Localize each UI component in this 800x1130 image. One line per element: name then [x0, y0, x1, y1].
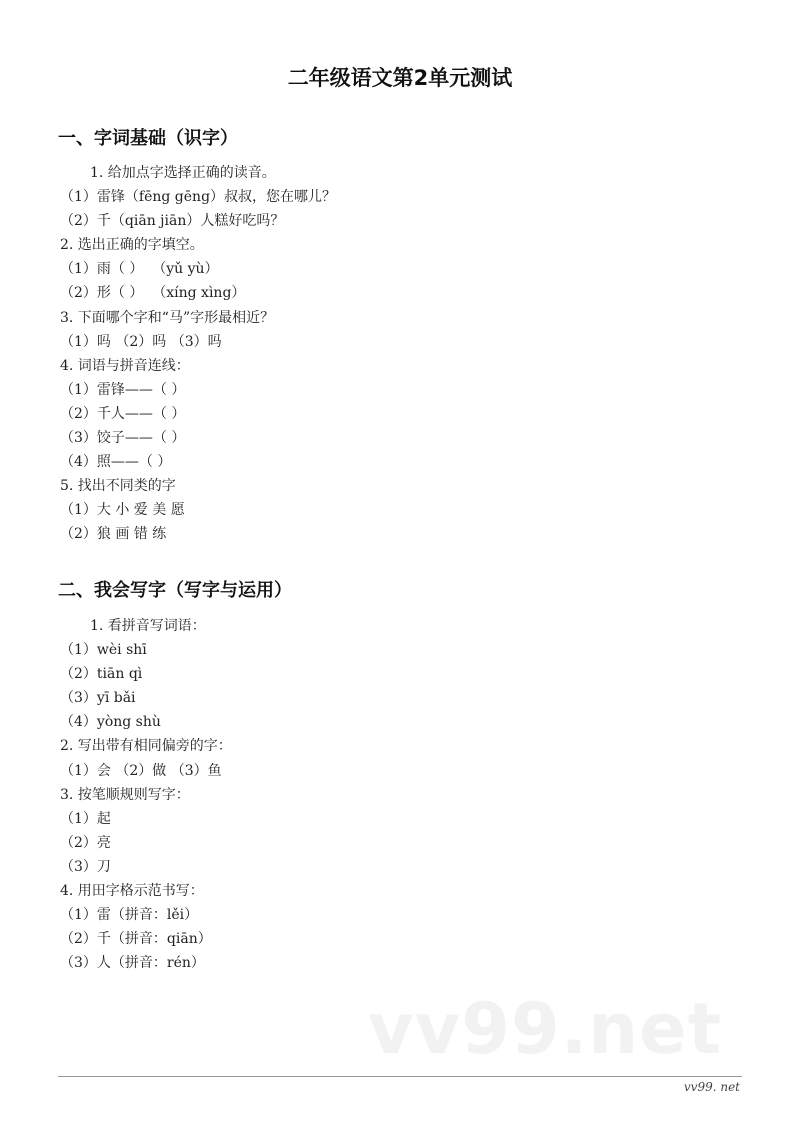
question-1-item-1: （1）wèi shī	[60, 642, 147, 659]
footer-divider	[58, 1076, 742, 1077]
question-3-options: （1）吗 （2）吗 （3）吗	[60, 333, 222, 350]
question-2-prompt: 2. 选出正确的字填空。	[60, 237, 204, 254]
question-1-item-4: （4）yòng shù	[60, 714, 161, 731]
question-4-item-3: （3）人（拼音：rén）	[60, 955, 205, 972]
question-3-prompt: 3. 按笔顺规则写字：	[60, 786, 190, 803]
question-5-item-1: （1）大 小 爱 美 愿	[60, 502, 185, 519]
footer-site: vv99. net	[683, 1080, 740, 1094]
question-4-prompt: 4. 用田字格示范书写：	[60, 883, 204, 900]
question-4-item-3: （3）饺子——（ ）	[60, 430, 186, 447]
question-3-item-3: （3）刀	[60, 858, 111, 875]
question-3-item-2: （2）亮	[60, 834, 111, 851]
question-2-item-1: （1）雨（ ） （yǔ yù）	[60, 261, 219, 278]
question-1-prompt: 1. 看拼音写词语：	[90, 618, 206, 634]
question-3-prompt: 3. 下面哪个字和“马”字形最相近？	[60, 309, 275, 326]
section-heading-2: 二、我会写字（写字与运用）	[58, 580, 292, 601]
page-title: 二年级语文第2单元测试	[287, 66, 513, 90]
question-4-item-1: （1）雷锋——（ ）	[60, 381, 186, 398]
question-4-prompt: 4. 词语与拼音连线：	[60, 357, 190, 374]
question-1-item-3: （3）yī bǎi	[60, 690, 136, 707]
question-1-item-1: （1）雷锋（fēng gēng）叔叔，您在哪儿？	[60, 189, 337, 206]
question-3-item-1: （1）起	[60, 810, 111, 827]
question-2-item-2: （2）形（ ） （xíng xìng）	[60, 285, 246, 302]
question-4-item-1: （1）雷（拼音：lěi）	[60, 907, 199, 924]
question-2-items: （1）会 （2）做 （3）鱼	[60, 762, 222, 779]
section-heading-1: 一、字词基础（识字）	[58, 128, 238, 149]
watermark: vv99.net	[368, 988, 723, 1070]
question-1-item-2: （2）tiān qì	[60, 666, 143, 683]
question-2-prompt: 2. 写出带有相同偏旁的字：	[60, 738, 232, 755]
question-1-prompt: 1. 给加点字选择正确的读音。	[90, 165, 276, 181]
question-4-item-4: （4）照——（ ）	[60, 454, 172, 471]
question-5-item-2: （2）狼 画 错 练	[60, 526, 167, 543]
question-4-item-2: （2）千（拼音：qiān）	[60, 931, 212, 948]
question-4-item-2: （2）千人——（ ）	[60, 405, 186, 422]
question-5-prompt: 5. 找出不同类的字	[60, 478, 176, 495]
section-1-items	[60, 161, 760, 547]
question-1-item-2: （2）千（qiān jiān）人糕好吃吗？	[60, 213, 285, 230]
section-2-items	[60, 614, 760, 975]
